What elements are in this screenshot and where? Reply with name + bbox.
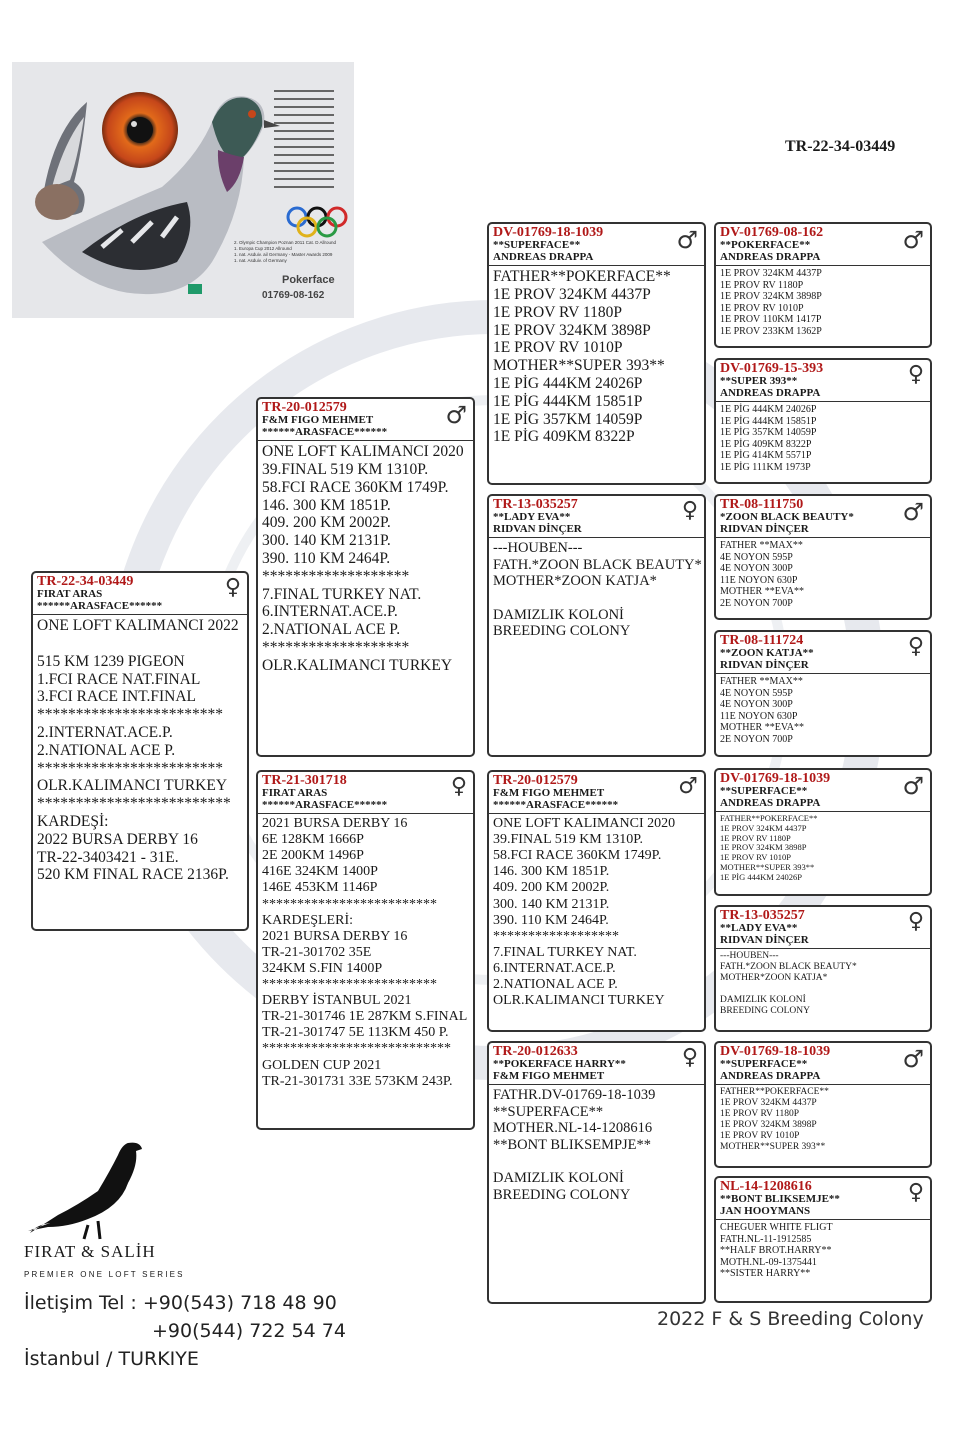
- ring-number: TR-13-035257: [493, 497, 578, 512]
- card-header: [489, 1043, 704, 1085]
- pedigree-card-subject: [31, 571, 249, 931]
- card-line: ---HOUBEN---: [493, 540, 583, 557]
- brand-tagline: PREMIER ONE LOFT SERIES: [24, 1270, 185, 1279]
- ring-number: TR-08-111724: [720, 633, 804, 648]
- card-line: TR-21-301731 33E 573KM 243P.: [262, 1073, 453, 1089]
- female-symbol-icon: ♀: [907, 362, 924, 387]
- pedigree-card-dd: [487, 1041, 706, 1304]
- card-line: 1E PROV RV 1010P: [720, 1130, 800, 1141]
- card-line: *************************: [262, 977, 437, 993]
- owner-name: RIDVAN DİNÇER: [720, 658, 809, 671]
- card-line: 58.FCI RACE 360KM 1749P.: [493, 848, 662, 864]
- card-line: 1E PROV RV 1180P: [720, 832, 791, 843]
- card-header: [716, 496, 930, 538]
- card-line: OLR.KALIMANCI TURKEY: [493, 993, 665, 1009]
- card-header: [716, 224, 930, 266]
- card-line: ONE LOFT KALIMANCI 2020: [262, 443, 464, 461]
- card-header: [489, 772, 704, 814]
- achievement: 1. Europa Cup 2012 Allround: [234, 246, 292, 252]
- ring-number: DV-01769-18-1039: [720, 771, 831, 786]
- card-line: 1E PİG 444KM 15851P: [720, 415, 817, 427]
- ring-number: TR-22-34-03449: [37, 574, 134, 589]
- card-line: 11E NOYON 630P: [720, 574, 798, 586]
- card-line: 409. 200 KM 2002P.: [493, 880, 610, 896]
- card-line: 390. 110 KM 2464P.: [262, 549, 391, 567]
- card-body: [716, 1085, 930, 1155]
- owner-name: ******ARASFACE******: [262, 798, 388, 811]
- pedigree-card-sd: [487, 494, 706, 757]
- card-line: 2022 BURSA DERBY 16: [37, 830, 198, 848]
- pigeon-name: **SUPERFACE**: [720, 1058, 808, 1070]
- card-line: 1E PİG 111KM 1973P: [720, 461, 811, 473]
- card-line: GOLDEN CUP 2021: [262, 1057, 382, 1073]
- card-line: 2.NATIONAL ACE P.: [493, 977, 618, 993]
- pedigree-card-ss: [487, 222, 706, 485]
- card-line: TR-21-301702 35E: [262, 944, 372, 960]
- card-line: 1E PİG 444KM 24026P: [720, 871, 802, 882]
- female-symbol-icon: ♀: [450, 774, 467, 799]
- card-line: FATH.*ZOON BLACK BEAUTY*: [720, 962, 857, 973]
- pigeon-name: F&M FIGO MEHMET: [262, 414, 374, 426]
- card-line: 515 KM 1239 PIGEON: [37, 652, 185, 670]
- card-line: ONE LOFT KALIMANCI 2020: [493, 816, 676, 832]
- owner-name: RIDVAN DİNÇER: [493, 522, 582, 535]
- card-line: 1E PROV 324KM 4437P: [493, 285, 651, 303]
- ring-number: TR-08-111750: [720, 497, 804, 512]
- card-line: 2.INTERNAT.ACE.P.: [37, 723, 173, 741]
- card-line: 6.INTERNAT.ACE.P.: [493, 960, 616, 976]
- card-line: [720, 984, 926, 995]
- card-header: [258, 772, 473, 814]
- card-line: MOTHER.NL-14-1208616: [493, 1120, 653, 1137]
- female-symbol-icon: ♀: [681, 1045, 698, 1070]
- ring-number: TR-21-301718: [262, 773, 347, 788]
- card-line: 300. 140 KM 2131P.: [262, 532, 391, 550]
- card-line: MOTHER**SUPER 393**: [720, 861, 815, 872]
- card-line: *************************: [37, 795, 231, 813]
- card-line: ******************: [493, 928, 619, 944]
- card-line: 1E PROV RV 1010P: [720, 852, 792, 863]
- pigeon-name: FIRAT ARAS: [262, 787, 328, 799]
- pigeon-name: **SUPER 393**: [720, 375, 798, 387]
- card-line: ***************************: [262, 1041, 451, 1057]
- card-line: 300. 140 KM 2131P.: [493, 896, 610, 912]
- card-header: [489, 224, 704, 266]
- owner-name: ANDREAS DRAPPA: [720, 250, 821, 263]
- pedigree-card-ssd: [714, 358, 932, 484]
- card-body: [716, 812, 930, 884]
- pigeon-photo: [12, 62, 354, 318]
- owner-name: ******ARASFACE******: [493, 798, 619, 811]
- pedigree-card-dss: [714, 768, 932, 896]
- pigeon-name: **LADY EVA**: [720, 922, 798, 934]
- card-line: 4E NOYON 595P: [720, 551, 793, 563]
- card-line: 7.FINAL TURKEY NAT.: [262, 585, 422, 603]
- pigeon-logo-icon: [28, 1135, 148, 1240]
- card-line: 1E PROV 324KM 3898P: [493, 321, 651, 339]
- card-line: FATHR.DV-01769-18-1039: [493, 1087, 656, 1104]
- card-line: 1E PROV 324KM 4437P: [720, 268, 822, 280]
- card-line: 1E PROV 110KM 1417P: [720, 314, 822, 326]
- card-line: 409. 200 KM 2002P.: [262, 514, 391, 532]
- card-line: 3.FCI RACE INT.FINAL: [37, 688, 197, 706]
- card-line: KARDEŞİ:: [37, 813, 109, 831]
- owner-name: RIDVAN DİNÇER: [720, 933, 809, 946]
- male-symbol-icon: ♂: [902, 772, 924, 800]
- card-header: [258, 399, 473, 441]
- card-line: 6E 128KM 1666P: [262, 832, 364, 848]
- card-body: [716, 266, 930, 339]
- contact-label: İletişim Tel :: [24, 1292, 137, 1314]
- card-line: 1E PROV 233KM 1362P: [720, 325, 822, 337]
- card-line: MOTHER **EVA**: [720, 586, 804, 598]
- card-body: [489, 266, 704, 448]
- pedigree-card-sire: [256, 397, 475, 757]
- ring-number: DV-01769-15-393: [720, 361, 824, 376]
- card-line: FATHER **MAX**: [720, 540, 803, 552]
- pedigree-card-sds: [714, 494, 932, 620]
- card-line: 1E PİG 414KM 5571P: [720, 450, 812, 462]
- card-line: 146. 300 KM 1851P.: [262, 496, 391, 514]
- card-line: FATHER**POKERFACE**: [720, 1087, 829, 1098]
- owner-name: ANDREAS DRAPPA: [493, 250, 594, 263]
- ring-number: NL-14-1208616: [720, 1179, 812, 1194]
- card-line: BREEDING COLONY: [493, 1187, 631, 1204]
- female-symbol-icon: ♀: [224, 575, 241, 600]
- card-line: 1E PİG 357KM 14059P: [493, 410, 643, 428]
- card-line: *************************: [262, 896, 437, 912]
- pigeon-name: **SUPERFACE**: [493, 239, 581, 251]
- owner-name: RIDVAN DİNÇER: [720, 522, 809, 535]
- card-header: [489, 496, 704, 538]
- owner-name: ******ARASFACE******: [262, 425, 388, 438]
- card-body: [33, 615, 247, 886]
- card-line: 4E NOYON 300P: [720, 563, 793, 575]
- achievement: 2. Olympic Champion Poznan 2011 Cat. D Allround: [234, 240, 336, 245]
- card-line: TR-21-301747 5E 113KM 450 P.: [262, 1025, 449, 1041]
- owner-name: F&M FIGO MEHMET: [493, 1069, 605, 1082]
- female-symbol-icon: ♀: [907, 1180, 924, 1205]
- card-line: 1E PROV 324KM 4437P: [720, 1098, 817, 1109]
- card-body: [489, 1085, 704, 1206]
- card-header: [716, 770, 930, 812]
- photo-achievements: [234, 240, 336, 264]
- pedigree-card-dam: [256, 770, 475, 1130]
- card-line: FATHER **MAX**: [720, 676, 803, 688]
- card-line: MOTHER**SUPER 393**: [493, 357, 665, 375]
- card-line: 146E 453KM 1146P: [262, 880, 378, 896]
- card-body: [716, 402, 930, 475]
- pigeon-name: **SUPERFACE**: [720, 785, 808, 797]
- ring-number: TR-13-035257: [720, 908, 805, 923]
- owner-name: JAN HOOYMANS: [720, 1204, 811, 1217]
- pedigree-card-sdd: [714, 630, 932, 757]
- card-line: 39.FINAL 519 KM 1310P.: [262, 460, 429, 478]
- card-line: [37, 635, 243, 653]
- card-line: 2.NATIONAL ACE P.: [262, 621, 401, 639]
- pigeon-name: **POKERFACE HARRY**: [493, 1058, 626, 1070]
- owner-name: ANDREAS DRAPPA: [720, 1069, 821, 1082]
- pedigree-card-dsd: [714, 905, 932, 1032]
- card-line: FATHER**POKERFACE**: [720, 813, 818, 824]
- card-body: [716, 538, 930, 611]
- owner-name: ******ARASFACE******: [37, 599, 163, 612]
- card-line: 2E 200KM 1496P: [262, 848, 364, 864]
- card-line: 1E PİG 444KM 24026P: [720, 404, 817, 416]
- card-line: 1E PROV RV 1180P: [720, 279, 804, 291]
- card-line: 1E PROV RV 1010P: [493, 339, 623, 357]
- card-line: ************************: [37, 706, 223, 724]
- achievement: 1. nat. Asduiv. ail Germany - Master Awards 2009: [234, 252, 333, 258]
- card-line: 1E PİG 444KM 15851P: [493, 392, 643, 410]
- card-line: OLR.KALIMANCI TURKEY: [262, 656, 453, 674]
- photo-ring: 01769-08-162: [262, 290, 325, 301]
- male-symbol-icon: ♂: [902, 1045, 924, 1073]
- card-line: 39.FINAL 519 KM 1310P.: [493, 832, 643, 848]
- male-symbol-icon: ♂: [678, 774, 698, 799]
- ring-number: DV-01769-18-1039: [493, 225, 604, 240]
- card-line: 2.NATIONAL ACE P.: [37, 741, 176, 759]
- card-line: DAMIZLIK KOLONİ: [720, 994, 806, 1005]
- card-line: 1E PİG 357KM 14059P: [720, 427, 817, 439]
- card-line: 1E PROV RV 1180P: [720, 1108, 800, 1119]
- card-line: BREEDING COLONY: [720, 1005, 810, 1016]
- card-line: 1E PROV 324KM 3898P: [720, 291, 822, 303]
- card-line: 11E NOYON 630P: [720, 710, 798, 722]
- card-line: **BONT BLIKSEMPJE**: [493, 1137, 652, 1154]
- pigeon-name: **POKERFACE**: [720, 239, 811, 251]
- card-line: **HALF BROT.HARRY**: [720, 1245, 832, 1257]
- card-line: 2E NOYON 700P: [720, 733, 793, 745]
- female-symbol-icon: ♀: [681, 498, 698, 523]
- ring-number: TR-20-012579: [493, 773, 578, 788]
- card-line: 1E PROV RV 1010P: [720, 302, 804, 314]
- card-line: 416E 324KM 1400P: [262, 864, 378, 880]
- brand-name: FIRAT & SALİH: [24, 1242, 156, 1261]
- card-line: [493, 590, 700, 607]
- card-line: 4E NOYON 595P: [720, 687, 793, 699]
- card-line: FATHER**POKERFACE**: [493, 268, 671, 286]
- pigeon-name: *ZOON BLACK BEAUTY*: [720, 511, 854, 523]
- card-line: CHEGUER WHITE FLIGT: [720, 1222, 833, 1234]
- city: İstanbul / TURKIYE: [24, 1348, 199, 1370]
- phone-1[interactable]: +90(543) 718 48 90: [142, 1292, 337, 1314]
- card-line: ************************: [37, 759, 223, 777]
- card-line: 1E PİG 409KM 8322P: [493, 428, 635, 446]
- card-line: [493, 1154, 700, 1171]
- male-symbol-icon: ♂: [902, 498, 924, 526]
- card-line: 1E PİG 444KM 24026P: [493, 374, 643, 392]
- pigeon-name: F&M FIGO MEHMET: [493, 787, 605, 799]
- male-symbol-icon: ♂: [445, 401, 467, 429]
- card-line: 1E PROV 324KM 4437P: [720, 822, 807, 833]
- card-line: 7.FINAL TURKEY NAT.: [493, 944, 637, 960]
- card-body: [489, 814, 704, 1011]
- card-line: **SISTER HARRY**: [720, 1268, 811, 1280]
- card-line: TR-21-301746 1E 287KM S.FINAL: [262, 1009, 468, 1025]
- pedigree-card-sss: [714, 222, 932, 348]
- owner-name: ANDREAS DRAPPA: [720, 796, 821, 809]
- pigeon-name: **BONT BLIKSEMJE**: [720, 1193, 840, 1205]
- card-header: [716, 360, 930, 402]
- card-line: ---HOUBEN---: [720, 951, 779, 962]
- card-header: [716, 1178, 930, 1220]
- card-line: MOTHER**SUPER 393**: [720, 1141, 826, 1152]
- colony-label: 2022 F & S Breeding Colony: [657, 1308, 924, 1330]
- card-line: DERBY İSTANBUL 2021: [262, 993, 412, 1009]
- card-line: 58.FCI RACE 360KM 1749P.: [262, 478, 449, 496]
- card-line: MOTHER*ZOON KATJA*: [720, 972, 828, 983]
- card-body: [716, 1220, 930, 1282]
- card-line: *******************: [262, 567, 410, 585]
- card-line: 4E NOYON 300P: [720, 699, 793, 711]
- card-header: [33, 573, 247, 615]
- card-line: 324KM S.FIN 1400P: [262, 960, 383, 976]
- phone-2[interactable]: +90(544) 722 54 74: [152, 1320, 346, 1342]
- card-line: 1E PROV RV 1180P: [493, 303, 622, 321]
- pigeon-name: FIRAT ARAS: [37, 588, 103, 600]
- card-line: BREEDING COLONY: [493, 623, 631, 640]
- owner-name: ANDREAS DRAPPA: [720, 386, 821, 399]
- male-symbol-icon: ♂: [676, 226, 698, 254]
- card-body: [489, 538, 704, 642]
- ring-number: TR-20-012579: [262, 400, 347, 415]
- card-line: 2021 BURSA DERBY 16: [262, 816, 408, 832]
- ring-number: DV-01769-08-162: [720, 225, 824, 240]
- card-header: [716, 632, 930, 674]
- card-line: OLR.KALIMANCI TURKEY: [37, 777, 228, 795]
- card-line: MOTH.NL-09-1375441: [720, 1256, 817, 1268]
- card-line: TR-22-3403421 - 31E.: [37, 848, 179, 866]
- pedigree-card-ds: [487, 770, 706, 1032]
- card-line: MOTHER **EVA**: [720, 722, 804, 734]
- card-line: 1E PİG 409KM 8322P: [720, 438, 812, 450]
- pedigree-card-dds: [714, 1041, 932, 1168]
- achievement: 1. nat. Asduiv. of Germany: [234, 258, 287, 264]
- pigeon-name: **ZOON KATJA**: [720, 647, 814, 659]
- card-line: **SUPERFACE**: [493, 1103, 604, 1120]
- card-header: [716, 907, 930, 949]
- card-line: 2E NOYON 700P: [720, 597, 793, 609]
- card-line: 520 KM FINAL RACE 2136P.: [37, 866, 229, 884]
- card-line: DAMIZLIK KOLONİ: [493, 606, 624, 623]
- card-line: DAMIZLIK KOLONİ: [493, 1170, 624, 1187]
- card-line: 2021 BURSA DERBY 16: [262, 928, 408, 944]
- ring-number: TR-20-012633: [493, 1044, 578, 1059]
- card-line: KARDEŞLERİ:: [262, 912, 353, 928]
- pedigree-card-ddd: [714, 1176, 932, 1303]
- photo-name: Pokerface: [282, 274, 335, 286]
- card-body: [258, 441, 473, 677]
- male-symbol-icon: ♂: [902, 226, 924, 254]
- card-line: *******************: [262, 639, 410, 657]
- card-body: [716, 949, 930, 1019]
- card-body: [716, 674, 930, 747]
- pigeon-name: **LADY EVA**: [493, 511, 571, 523]
- card-line: 146. 300 KM 1851P.: [493, 864, 610, 880]
- card-body: [258, 814, 473, 1092]
- ring-number: DV-01769-18-1039: [720, 1044, 831, 1059]
- card-line: 6.INTERNAT.ACE.P.: [262, 603, 398, 621]
- card-line: 1.FCI RACE NAT.FINAL: [37, 670, 201, 688]
- card-line: 1E PROV 324KM 3898P: [720, 842, 807, 853]
- contact-line: [24, 1292, 337, 1314]
- card-line: 390. 110 KM 2464P.: [493, 912, 609, 928]
- female-symbol-icon: ♀: [907, 909, 924, 934]
- female-symbol-icon: ♀: [907, 634, 924, 659]
- card-line: FATH.*ZOON BLACK BEAUTY*: [493, 556, 702, 573]
- card-line: 1E PROV 324KM 3898P: [720, 1119, 817, 1130]
- card-line: MOTHER*ZOON KATJA*: [493, 573, 657, 590]
- top-ring-number: TR-22-34-03449: [785, 138, 896, 155]
- card-header: [716, 1043, 930, 1085]
- card-line: ONE LOFT KALIMANCI 2022: [37, 617, 239, 635]
- card-line: FATH.NL-11-1912585: [720, 1233, 812, 1245]
